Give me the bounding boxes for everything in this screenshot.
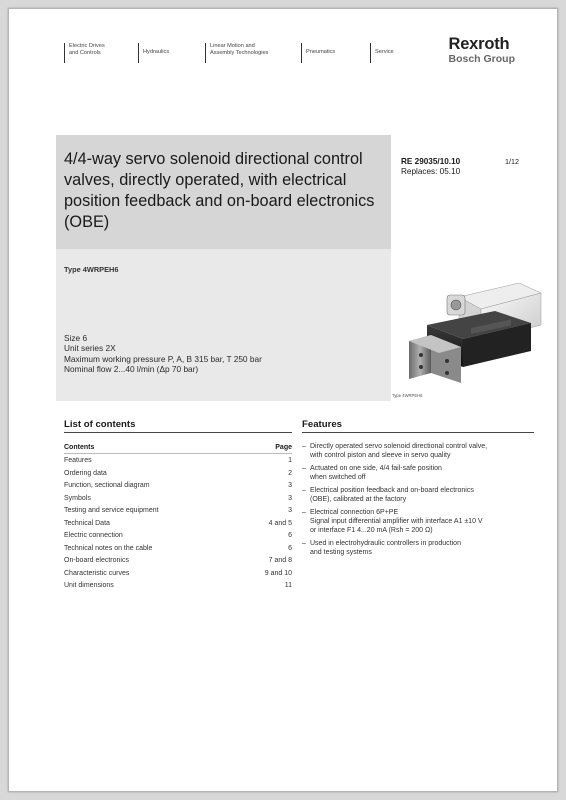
toc-header-row: [64, 442, 292, 454]
feature-line: or interface F1 4...20 mA (Rsh = 200 Ω): [310, 527, 433, 534]
nav-item-electric-drives[interactable]: [64, 43, 105, 63]
toc-row[interactable]: [64, 530, 292, 543]
feature-line: – Directly operated servo solenoid directional control valve,: [310, 443, 488, 450]
toc-col-contents: Contents: [64, 444, 95, 451]
toc-row[interactable]: [64, 518, 292, 531]
feature-item: [302, 508, 534, 535]
feature-line: Signal input differential amplifier with interface A1 ±10 V: [310, 518, 483, 525]
toc-row-label: Electric connection: [64, 532, 123, 539]
toc-heading: List of contents: [64, 419, 292, 433]
toc-row-label: Function, sectional diagram: [64, 482, 150, 489]
nav-item-label: and Controls: [69, 49, 101, 56]
toc-row-label: Characteristic curves: [64, 569, 130, 577]
document-page: [8, 8, 558, 792]
nav-item-pneumatics[interactable]: [301, 43, 335, 63]
document-title: 4/4-way servo solenoid directional control valves, directly operated, with electrical position feedback and on-board electronics (OBE): [64, 150, 375, 231]
feature-line: – Actuated on one side, 4/4 fail-safe position: [310, 465, 442, 472]
toc-row-page: 9 and 10: [264, 569, 292, 577]
nav-item-linear-motion[interactable]: [205, 43, 268, 63]
toc-row[interactable]: [64, 480, 292, 493]
nav-item-label: Assembly Technologies: [210, 49, 269, 56]
toc-row-label: Technical notes on the cable: [64, 544, 153, 552]
spec-size: Size 6: [64, 333, 88, 343]
toc-row-page: 3: [288, 507, 292, 514]
toc-row-label: Unit dimensions: [64, 582, 114, 589]
rexroth-logo: [448, 35, 515, 65]
nav-item-label: Service: [375, 49, 394, 55]
feature-line: with control piston and sleeve in servo quality: [310, 452, 451, 459]
toc-row-label: Testing and service equipment: [64, 507, 159, 514]
title-block: [56, 135, 391, 249]
feature-line: and testing systems: [310, 549, 372, 556]
feature-item: [302, 442, 534, 460]
image-caption: Type 4WRPEH6: [392, 393, 423, 398]
list-of-contents: [64, 419, 292, 593]
spec-unit-series: Unit series 2X: [64, 343, 116, 354]
spec-pressure: Maximum working pressure P, A, B 315 bar, T 250 bar: [64, 353, 262, 364]
nav-item-label: Electric Drives: [69, 43, 105, 49]
valve-illustration: [391, 249, 557, 394]
toc-row-page: 11: [284, 582, 292, 589]
feature-line: (OBE), calibrated at the factory: [310, 496, 407, 503]
nav-item-label: Pneumatics: [306, 49, 336, 55]
feature-line: when switched off: [310, 474, 366, 481]
spec-flow: Nominal flow 2...40 l/min (Δp 70 bar): [64, 364, 199, 375]
feature-line: – Used in electrohydraulic controllers in production: [310, 540, 461, 547]
brand-group: Bosch Group: [448, 53, 515, 65]
nav-item-label: Hydraulics: [143, 49, 170, 55]
feature-item: [302, 486, 534, 504]
spec-list: [64, 333, 262, 375]
toc-row-label: Symbols: [64, 494, 91, 502]
toc-row-label: On-board electronics: [64, 557, 129, 564]
toc-row[interactable]: [64, 505, 292, 518]
toc-row-page: 2: [288, 469, 292, 477]
toc-row-page: 4 and 5: [268, 519, 292, 527]
feature-line: – Electrical position feedback and on-board electronics: [310, 487, 474, 494]
document-number: RE 29035/10.10: [401, 157, 461, 166]
toc-row[interactable]: [64, 580, 292, 593]
feature-item: [302, 539, 534, 557]
toc-row[interactable]: [64, 543, 292, 556]
toc-row-label: Ordering data: [64, 469, 107, 477]
features-heading: Features: [302, 419, 534, 433]
nav-item-service[interactable]: [370, 43, 394, 63]
toc-row-label: Features: [64, 457, 92, 464]
toc-row-page: 3: [288, 482, 292, 489]
document-reference: [401, 157, 519, 177]
type-block: [56, 249, 391, 401]
type-label: Type 4WRPEH6: [64, 265, 119, 274]
nav-item-hydraulics[interactable]: [138, 43, 169, 63]
toc-row-page: 7 and 8: [268, 557, 292, 564]
toc-col-page: Page: [275, 444, 292, 451]
toc-row-page: 1: [288, 457, 292, 464]
toc-row[interactable]: [64, 468, 292, 481]
document-replaces: Replaces: 05.10: [401, 167, 461, 177]
product-image: [391, 249, 557, 394]
nav-item-label: Linear Motion and: [210, 43, 255, 49]
feature-list: [302, 442, 534, 557]
toc-row[interactable]: [64, 455, 292, 468]
feature-item: [302, 464, 534, 482]
toc-row[interactable]: [64, 493, 292, 506]
page-count: 1/12: [505, 157, 519, 166]
toc-row-page: 6: [288, 544, 292, 552]
toc-row-page: 6: [288, 532, 292, 539]
toc-row[interactable]: [64, 568, 292, 581]
toc-row-page: 3: [288, 494, 292, 502]
feature-line: – Electrical connection 6P+PE: [310, 509, 399, 516]
toc-row[interactable]: [64, 555, 292, 568]
toc-row-label: Technical Data: [64, 519, 110, 527]
features-section: [302, 419, 534, 561]
brand-name: Rexroth: [448, 35, 510, 53]
toc-rows: [64, 455, 292, 593]
